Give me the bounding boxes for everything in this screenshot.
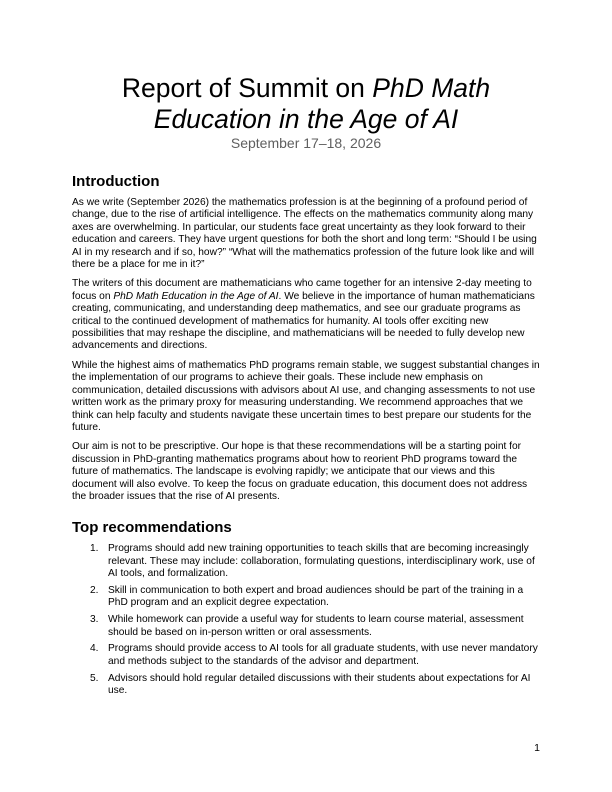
title-italic-text-2: Education in the Age of AI [153,104,459,134]
recommendation-text: Programs should provide access to AI tools for all graduate students, with use never mandatory and methods subject to the standards of the advisor and department. [108,643,538,667]
title-line-1 [0,73,612,104]
intro-paragraph-4: Our aim is not to be prescriptive. Our hope is that these recommendations will be a starting point for discussion in PhD-granting mathematics programs about how to reorient PhD programs toward the future of mathematics. The landscape is evolving rapidly; we anticipate that our views and this document will also evolve. To keep the focus on graduate education, this document does not address the broader issues that the rise of AI presents. [72,441,528,502]
recommendation-number: 5. [90,672,99,684]
title-plain-text: Report of Summit on [121,73,373,103]
recommendation-number: 4. [90,643,99,655]
document-date: September 17–18, 2026 [230,135,382,151]
intro-paragraph-3: While the highest aims of mathematics PhD programs remain stable, we suggest substantial changes in the implementation of our programs to achieve their goals. These include new emphasis on communication, detailed discussions with advisors about AI use, and changing assessments to not use written work as the primary proxy for measuring understanding. We recommend approaches that we think can help faculty and students navigate these uncertain times to best prepare our students for the future. [72,359,540,433]
intro-paragraph-2 [72,278,540,352]
recommendations-heading: Top recommendations [72,519,232,537]
document-title [0,73,612,135]
recommendation-text: Advisors should hold regular detailed discussions with their students about expectations for AI use. [108,672,531,696]
recommendation-number: 2. [90,584,99,596]
recommendation-item [72,673,540,698]
title-line-2 [0,104,612,135]
recommendation-number: 1. [90,543,99,555]
intro-paragraph-1: As we write (September 2026) the mathematics profession is at the beginning of a profound period of change, due to the rise of artificial intelligence. The effects on the mathematics community along many axes are overwhelming. In particular, our students face great uncertainty as they look forward to their education and careers. They have urgent questions for both the short and long term: “Should I be using AI in my research and if so, how?” “What will the mathematics profession of the future look like and will there be a place for me in it?” [72,197,537,271]
recommendation-item [72,614,540,639]
recommendation-item [72,585,540,610]
recommendations-list [72,543,540,697]
recommendation-text: Programs should add new training opportunities to teach skills that are becoming increasingly relevant. These may include: collaboration, formulating questions, interdisciplinary work, use of AI tools, and formalization. [108,543,535,580]
document-body [72,173,540,702]
recommendation-text: While homework can provide a useful way for students to learn course material, assessment should be based on in-person written or oral assessments. [108,614,524,638]
recommendation-number: 3. [90,614,99,626]
recommendation-item [72,543,540,580]
recommendation-text: Skill in communication to both expert and broad audiences should be part of the training in a PhD program and an explicit degree expectation. [108,584,524,609]
intro-paragraph-2-start: The writers of this document are mathematicians who came together for an intensive 2-day meeting to focus on [72,278,532,302]
recommendation-item [72,643,540,668]
title-italic-text: PhD Math [372,73,491,103]
introduction-heading: Introduction [72,173,160,190]
intro-paragraph-2-end: . We believe in the importance of human mathematicians creating, communicating, and understanding deep mathematics, and see our graduate programs as critical to the continued development of mathematics for humanity. AI tools offer exciting new possibilities that may reshape the discipline, and mathematicians will be needed to fully develop new advancements and directions. [72,290,535,352]
page-number: 1 [534,742,540,754]
intro-paragraph-2-italic: PhD Math Education in the Age of AI [113,290,279,302]
